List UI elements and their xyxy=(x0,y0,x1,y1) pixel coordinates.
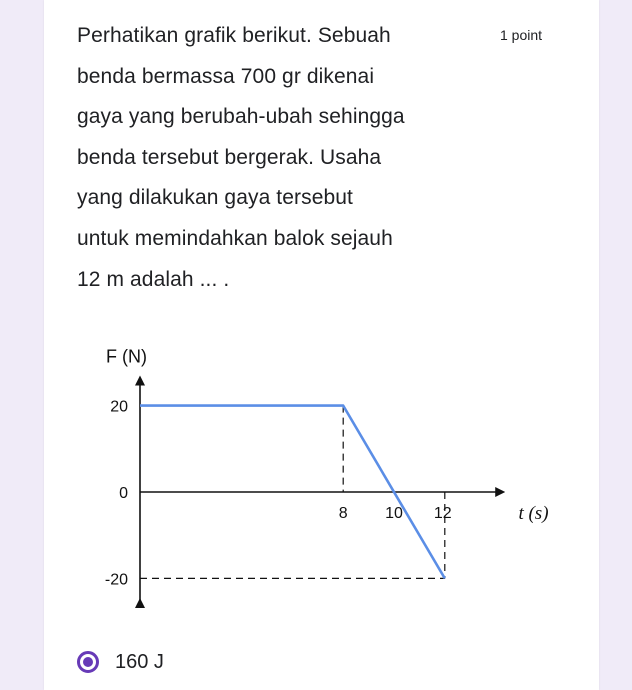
answer-option[interactable] xyxy=(77,646,164,678)
y-tick-label: 0 xyxy=(119,485,128,502)
y-tick-label: 20 xyxy=(110,398,128,416)
radio-selected-icon[interactable] xyxy=(77,651,99,673)
points-label: 1 point xyxy=(500,27,543,43)
y-axis-label: F (N) xyxy=(106,346,147,367)
x-tick-label: 12 xyxy=(433,505,452,522)
y-tick-label: -20 xyxy=(104,571,128,589)
question-text: Perhatikan grafik berikut. Sebuah benda bermassa 700 gr dikenai gaya yang berubah-ubah sehingga benda tersebut bergerak. Usaha yang dilakukan gaya tersebut untuk memindahkan balok sejauh 12 m adalah ... . xyxy=(77,24,405,291)
option-label: 160 J xyxy=(115,650,164,673)
radio-dot-icon xyxy=(83,657,93,667)
force-time-graph xyxy=(76,338,576,618)
x-tick-label: 8 xyxy=(338,505,348,522)
question-card xyxy=(44,0,599,690)
x-axis-label: t (s) xyxy=(518,503,549,524)
x-tick-label: 10 xyxy=(385,505,403,522)
